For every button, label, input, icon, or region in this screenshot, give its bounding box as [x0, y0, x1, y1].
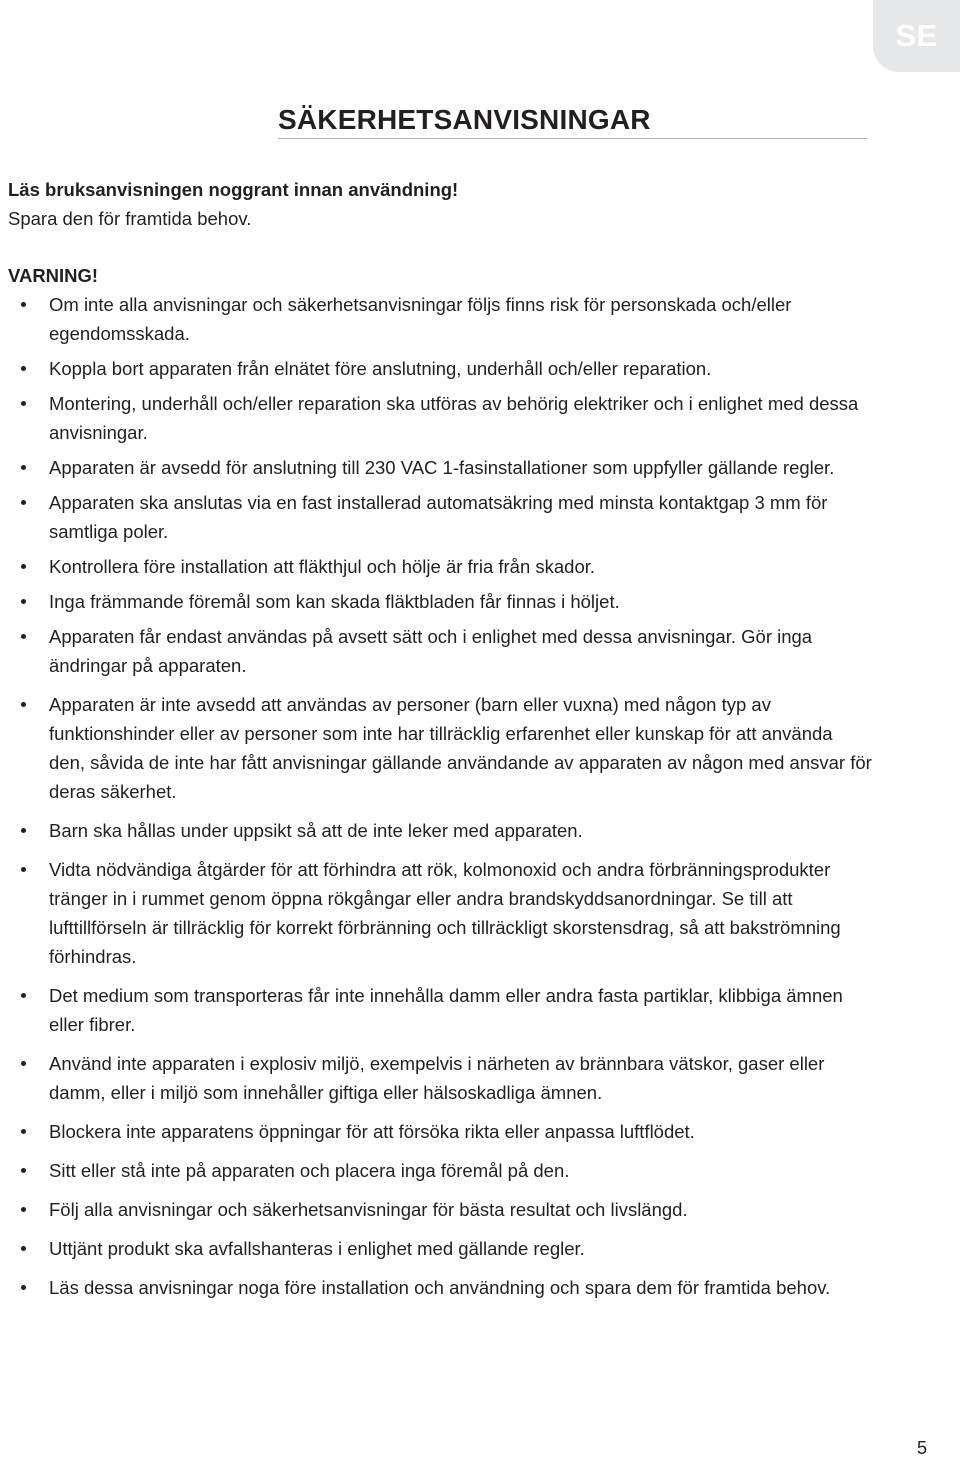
list-item: Apparaten får endast användas på avsett sätt och i enlighet med dessa anvisningar. Gör inga ändringar på apparaten.: [8, 622, 873, 680]
warning-heading: VARNING!: [8, 265, 99, 286]
list-item: Uttjänt produkt ska avfallshanteras i enlighet med gällande regler.: [8, 1234, 873, 1263]
intro-text: [8, 175, 458, 233]
list-item: Om inte alla anvisningar och säkerhetsanvisningar följs finns risk för personskada och/eller egendomsskada.: [8, 290, 873, 348]
list-item: Apparaten är avsedd för anslutning till 230 VAC 1-fasinstallationer som uppfyller gällande regler.: [8, 453, 873, 482]
intro-line-read-manual: Läs bruksanvisningen noggrant innan användning!: [8, 179, 459, 200]
list-item: Använd inte apparaten i explosiv miljö, exempelvis i närheten av brännbara vätskor, gaser eller damm, eller i miljö som innehåller giftiga eller hälsoskadliga ämnen.: [8, 1049, 873, 1107]
list-item: Kontrollera före installation att fläkthjul och hölje är fria från skador.: [8, 552, 873, 581]
list-item: Följ alla anvisningar och säkerhetsanvisningar för bästa resultat och livslängd.: [8, 1195, 873, 1224]
list-item: Sitt eller stå inte på apparaten och placera inga föremål på den.: [8, 1156, 873, 1185]
list-item: Blockera inte apparatens öppningar för att försöka rikta eller anpassa luftflödet.: [8, 1117, 873, 1146]
list-item: Inga främmande föremål som kan skada fläktbladen får finnas i höljet.: [8, 587, 873, 616]
list-item: Läs dessa anvisningar noga före installation och användning och spara dem för framtida behov.: [8, 1273, 873, 1302]
page-number: 5: [917, 1438, 928, 1458]
list-item: Apparaten ska anslutas via en fast installerad automatsäkring med minsta kontaktgap 3 mm för samtliga poler.: [8, 488, 873, 546]
language-code: SE: [895, 18, 938, 53]
list-item: Vidta nödvändiga åtgärder för att förhindra att rök, kolmonoxid och andra förbränningsprodukter tränger in i rummet genom öppna rökgångar eller andra brandskyddsanordningar. Se till att lufttillförseln är tillräcklig för korrekt förbränning och tillräckligt skorstensdrag, så att bakströmning förhindras.: [8, 855, 873, 971]
language-tab: [873, 0, 960, 72]
title-divider: [278, 138, 867, 139]
list-item: Koppla bort apparaten från elnätet före anslutning, underhåll och/eller reparation.: [8, 354, 873, 383]
list-item: Apparaten är inte avsedd att användas av personer (barn eller vuxna) med någon typ av funktionshinder eller av personer som inte har tillräcklig erfarenhet eller kunskap för att använda den, såvida de inte har fått anvisningar gällande användande av apparaten av någon med ansvar för deras säkerhet.: [8, 690, 873, 806]
safety-instructions-list: [8, 290, 873, 1308]
page-title: SÄKERHETSANVISNINGAR: [278, 104, 651, 135]
list-item: Barn ska hållas under uppsikt så att de inte leker med apparaten.: [8, 816, 873, 845]
list-item: Det medium som transporteras får inte innehålla damm eller andra fasta partiklar, klibbiga ämnen eller fibrer.: [8, 981, 873, 1039]
list-item: Montering, underhåll och/eller reparation ska utföras av behörig elektriker och i enlighet med dessa anvisningar.: [8, 389, 873, 447]
intro-line-save: Spara den för framtida behov.: [8, 208, 252, 229]
